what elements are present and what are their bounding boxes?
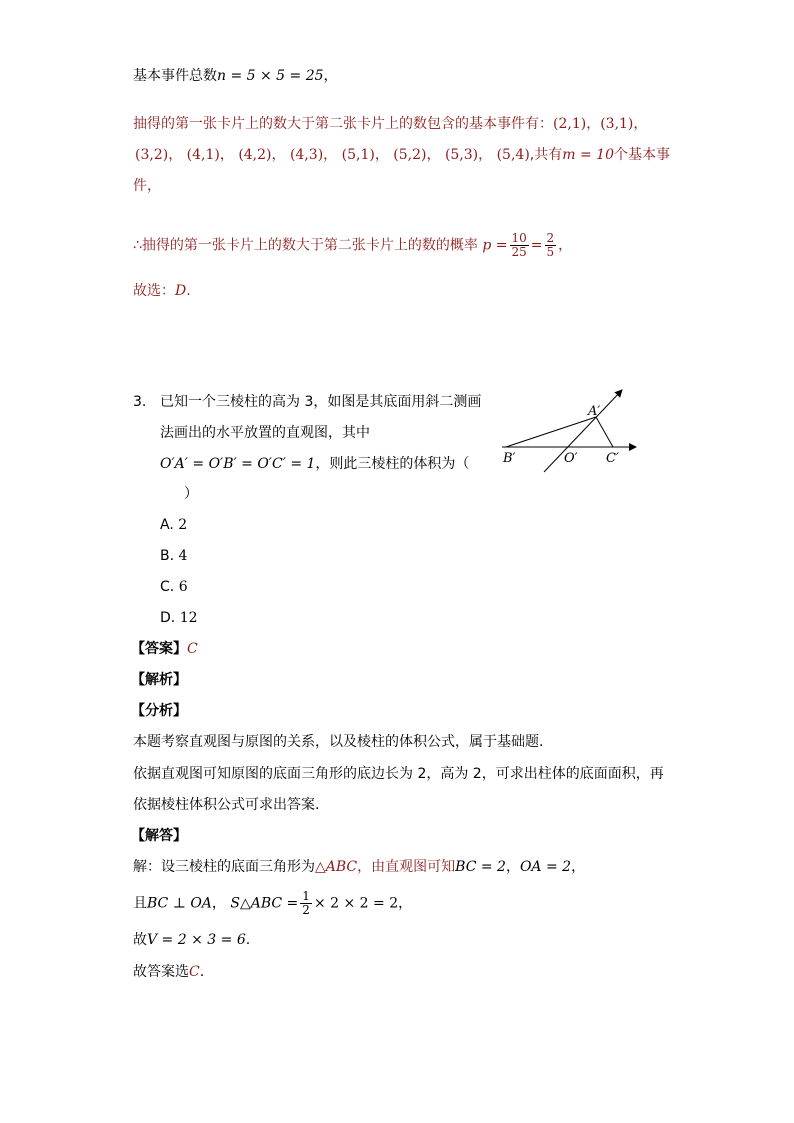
- math-formula: V = 2 × 3 = 6: [147, 932, 246, 948]
- text-line: [133, 281, 191, 301]
- text: 故: [133, 932, 147, 948]
- option-label: C.: [160, 579, 175, 595]
- analysis-text: 本题考察直观图与原图的关系，以及棱柱的体积公式，属于基础题.: [133, 734, 544, 750]
- option-d: [160, 608, 198, 628]
- option-value: 12: [179, 610, 198, 626]
- numerator: 10: [511, 231, 527, 245]
- math-pair: (2,1): [553, 116, 587, 132]
- text: 故答案选: [133, 964, 189, 980]
- solution-line: [133, 890, 412, 917]
- math-formula: OA = 2: [519, 859, 572, 875]
- answer-letter: D: [175, 283, 187, 299]
- answer-line: [131, 639, 198, 659]
- answer-letter: C: [187, 641, 198, 657]
- question-text: [160, 454, 469, 474]
- answer-letter: C: [189, 964, 200, 980]
- solution-line: [133, 962, 204, 982]
- question-number: 3.: [133, 394, 147, 410]
- label-a: A′: [588, 404, 601, 419]
- text: ，: [398, 895, 413, 912]
- text: 抽得的第一张卡片上的数大于第二张卡片上的数包含的基本事件有：: [133, 116, 553, 132]
- denominator: 5: [546, 245, 555, 259]
- math-formula: BC = 2: [455, 859, 506, 875]
- analysis-text: 依据直观图可知原图的底面三角形的底边长为 2，高为 2，可求出柱体的底面面积，再: [133, 766, 664, 782]
- solution-line: [133, 930, 250, 950]
- analysis-text: 依据棱柱体积公式可求出答案.: [133, 797, 320, 813]
- denominator: 25: [511, 245, 527, 259]
- text: 基本事件总数: [133, 68, 217, 84]
- jieda-tag: 【解答】: [131, 828, 187, 844]
- separator: ，: [586, 116, 601, 132]
- text: ，: [571, 859, 586, 875]
- text: .: [245, 932, 251, 948]
- equals: =: [530, 237, 543, 254]
- math-formula: S△ABC =: [230, 895, 299, 912]
- question-text: ）: [184, 486, 198, 502]
- math-formula: n = 5 × 5 = 25: [217, 68, 324, 84]
- analysis-tag: 【解析】: [131, 672, 187, 688]
- text: 个基本事: [613, 147, 670, 163]
- option-b: [160, 546, 187, 566]
- option-label: D.: [160, 610, 176, 626]
- text: 且: [133, 895, 147, 912]
- text-line: [133, 232, 572, 259]
- math-pair: (3,1): [600, 116, 634, 132]
- math-formula: p =: [482, 237, 508, 254]
- text: 故选：: [133, 283, 175, 299]
- option-c: [160, 577, 188, 597]
- math-pair: (5,4): [496, 147, 530, 163]
- text: ，由直观图可知: [357, 859, 456, 875]
- fraction: [545, 232, 557, 259]
- option-label: A.: [160, 517, 174, 533]
- text: ，: [558, 237, 573, 254]
- separator: ，: [633, 116, 648, 132]
- option-a: [160, 515, 187, 535]
- text: ，则此三棱柱的体积为（: [315, 456, 470, 472]
- option-value: 4: [178, 548, 188, 564]
- label-o: O′: [564, 451, 578, 466]
- option-value: 6: [178, 579, 188, 595]
- text: ，: [211, 895, 226, 912]
- text: ∴抽得的第一张卡片上的数大于第二张卡片上的数的概率: [133, 237, 478, 254]
- denominator: 2: [302, 903, 310, 917]
- option-value: 2: [178, 517, 188, 533]
- question-text: 已知一个三棱柱的高为 3，如图是其底面用斜二测画: [160, 394, 482, 410]
- fenxi-tag: 【分析】: [131, 703, 187, 719]
- text: .: [186, 283, 191, 299]
- math-formula: × 2 × 2 = 2: [313, 895, 399, 912]
- math-formula: BC ⊥ OA: [147, 895, 212, 912]
- label-c: C′: [606, 451, 619, 466]
- solution-line: [133, 857, 585, 877]
- oblique-projection-figure: [498, 384, 648, 476]
- question-text: 法画出的水平放置的直观图，其中: [160, 425, 370, 441]
- math-triangle: △ABC: [315, 859, 358, 875]
- math-pair: (4,3): [289, 147, 324, 163]
- numerator: 2: [546, 231, 555, 245]
- math-formula: O′A′ = O′B′ = O′C′ = 1: [160, 456, 316, 472]
- text-line: [133, 66, 338, 86]
- option-label: B.: [160, 548, 175, 564]
- math-formula: m = 10: [562, 147, 614, 163]
- text-line: [133, 114, 647, 134]
- fraction: [510, 232, 529, 259]
- text: 解：设三棱柱的底面三角形为: [133, 859, 315, 875]
- text-line: 件，: [133, 178, 161, 194]
- text: ，: [505, 859, 520, 875]
- text: .: [199, 964, 205, 980]
- segment-a-c: [596, 417, 613, 447]
- math-pair: (3,2): [135, 147, 169, 163]
- answer-tag: 【答案】: [131, 641, 187, 657]
- text: ,共有: [529, 147, 563, 163]
- label-b: B′: [503, 451, 516, 466]
- math-pair: (4,1): [186, 147, 220, 163]
- math-pair: (5,2): [393, 147, 427, 163]
- text: ，: [323, 68, 338, 84]
- text-line: (3,2)， (4,1)， (4,2)， (4,3)， (5,1)， (5,2)， (5,3)， (5,4),共有m = 10个基本事: [135, 147, 670, 163]
- math-pair: (5,1): [341, 147, 375, 163]
- numerator: 1: [302, 889, 310, 903]
- math-pair: (5,3): [444, 147, 479, 163]
- fraction: [300, 890, 312, 917]
- math-pair: (4,2): [238, 147, 272, 163]
